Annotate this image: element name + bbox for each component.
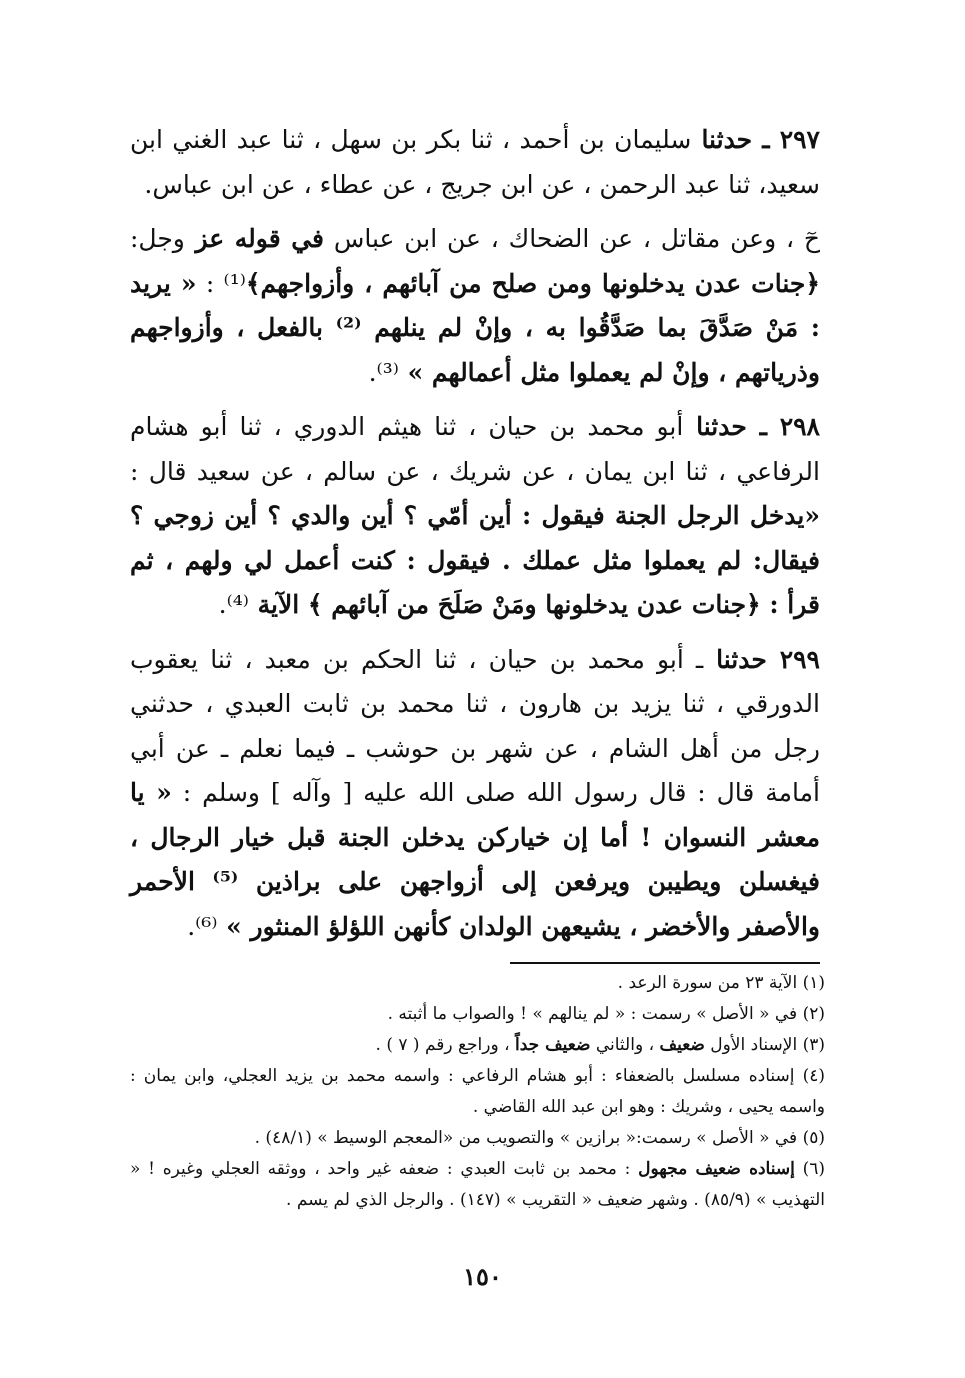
matn-text: « يريد : مَنْ صَدَّقَ بما صَدَّقُوا به ، وإنْ لم ينلهم ⁽²⁾ بالفعل ، وأزواجهم وذرياتهم ، وإنْ لم يعملوا مثل أعمالهم » [130, 268, 820, 387]
hadith-298 [130, 405, 820, 628]
matn-text: «يدخل الرجل الجنة فيقول : أين أمّي ؟ أين والدي ؟ أين زوجي ؟ فيقال: لم يعملوا مثل عملك . فيقول : كنت أعمل لي ولهم ، ثم قرأ : ﴿جنات عدن يدخلونها ومَنْ صَلَحَ من آبائهم ﴾ الآية [130, 501, 820, 619]
footnote-6 [130, 1154, 825, 1216]
hadith-297-continuation [130, 217, 820, 395]
hadith-number: ٢٩٨ ـ حدثنا [683, 412, 820, 441]
footnote-3 [130, 1030, 825, 1061]
bold-phrase: في قوله عز [184, 224, 325, 253]
matn-text: « يا معشر النسوان ! أما إن خياركن يدخلن الجنة قبل خيار الرجال ، فيغسلن ويطيبن ويرفعن إلى أزواجهن على براذين ⁽⁵⁾ الأحمر والأصفر والأخضر ، يشيعهن الولدان كأنهن اللؤلؤ المنثور » [130, 778, 820, 941]
main-text [130, 118, 820, 959]
footnote-4 [130, 1061, 825, 1123]
footnotes [130, 968, 825, 1216]
isnad-text: حٓ ، وعن مقاتل ، عن الضحاك ، عن ابن عباس [324, 224, 820, 253]
hadith-299 [130, 638, 820, 950]
page-number: ١٥٠ [463, 1262, 502, 1291]
grading-text: إسناده ضعيف مجهول [638, 1159, 795, 1179]
grading-text: ضعيف جداً [515, 1035, 591, 1055]
quran-verse: ﴿جنات عدن يدخلونها ومن صلح من آبائهم ، وأزواجهم﴾ [245, 268, 820, 298]
isnad-text: ـ أبو محمد بن حيان ، ثنا الحكم بن معبد ، ثنا يعقوب الدورقي ، ثنا يزيد بن هارون ، ثنا محمد بن ثابت العبدي ، حدثني رجل من أهل الشام ، عن شهر بن حوشب ـ فيما نعلم ـ عن أبي أمامة قال : قال رسول الله صلى الله عليه [ وآله ] وسلم : [130, 644, 820, 807]
footnote-text: (٤) إسناده مسلسل بالضعفاء : أبو هشام الرفاعي : واسمه محمد بن يزيد العجلي، وابن يمان : واسمه يحيى ، وشريك : وهو ابن عبد الله القاضي . [130, 1066, 825, 1117]
footnote-text: (٣) الإسناد الأول [704, 1035, 825, 1055]
grading-text: ضعيف [659, 1035, 705, 1055]
footnote-text: (١) الآية ٢٣ من سورة الرعد . [617, 973, 825, 993]
plain-text: وجل: [130, 224, 185, 253]
footnote-2 [130, 999, 825, 1030]
footnote-text: (٥) في « الأصل » رسمت:« برازين » والتصويب من «المعجم الوسيط » (٤٨/١) . [254, 1128, 825, 1148]
isnad-text: أبو محمد بن حيان ، ثنا هيثم الدوري ، ثنا أبو هشام الرفاعي ، ثنا ابن يمان ، عن شريك ، عن سالم ، عن سعيد قال : [130, 412, 820, 486]
footnote-ref: ⁽³⁾. [368, 357, 399, 387]
footnote-text: : محمد بن ثابت العبدي : ضعفه غير واحد ، ووثقه العجلي وغيره ! « التهذيب » (٨٥/٩) . وشهر ضعيف « التقريب » (١٤٧) . والرجل الذي لم يسم . [130, 1159, 825, 1210]
hadith-number: ٢٩٧ ـ حدثنا [691, 125, 820, 154]
footnote-text: ، وراجع رقم ( ٧ ) . [375, 1035, 515, 1055]
footnote-1 [130, 968, 825, 999]
footnote-divider [510, 962, 820, 964]
footnote-text: (٢) في « الأصل » رسمت : « لم ينالهم » ! والصواب ما أثبته . [387, 1004, 825, 1024]
footnote-ref: ⁽¹⁾ : [196, 268, 246, 298]
hadith-297 [130, 118, 820, 207]
hadith-number: ٢٩٩ حدثنا [703, 644, 820, 674]
footnote-ref: ⁽⁶⁾. [187, 911, 218, 941]
isnad-text: سليمان بن أحمد ، ثنا بكر بن سهل ، ثنا عبد الغني ابن سعيد، ثنا عبد الرحمن ، عن ابن جريج ، عن عطاء ، عن ابن عباس. [130, 125, 820, 199]
footnote-ref: ⁽⁴⁾. [218, 590, 249, 619]
footnote-text: (٦) [794, 1159, 825, 1179]
footnote-text: ، والثاني [590, 1035, 660, 1055]
footnote-5 [130, 1123, 825, 1154]
